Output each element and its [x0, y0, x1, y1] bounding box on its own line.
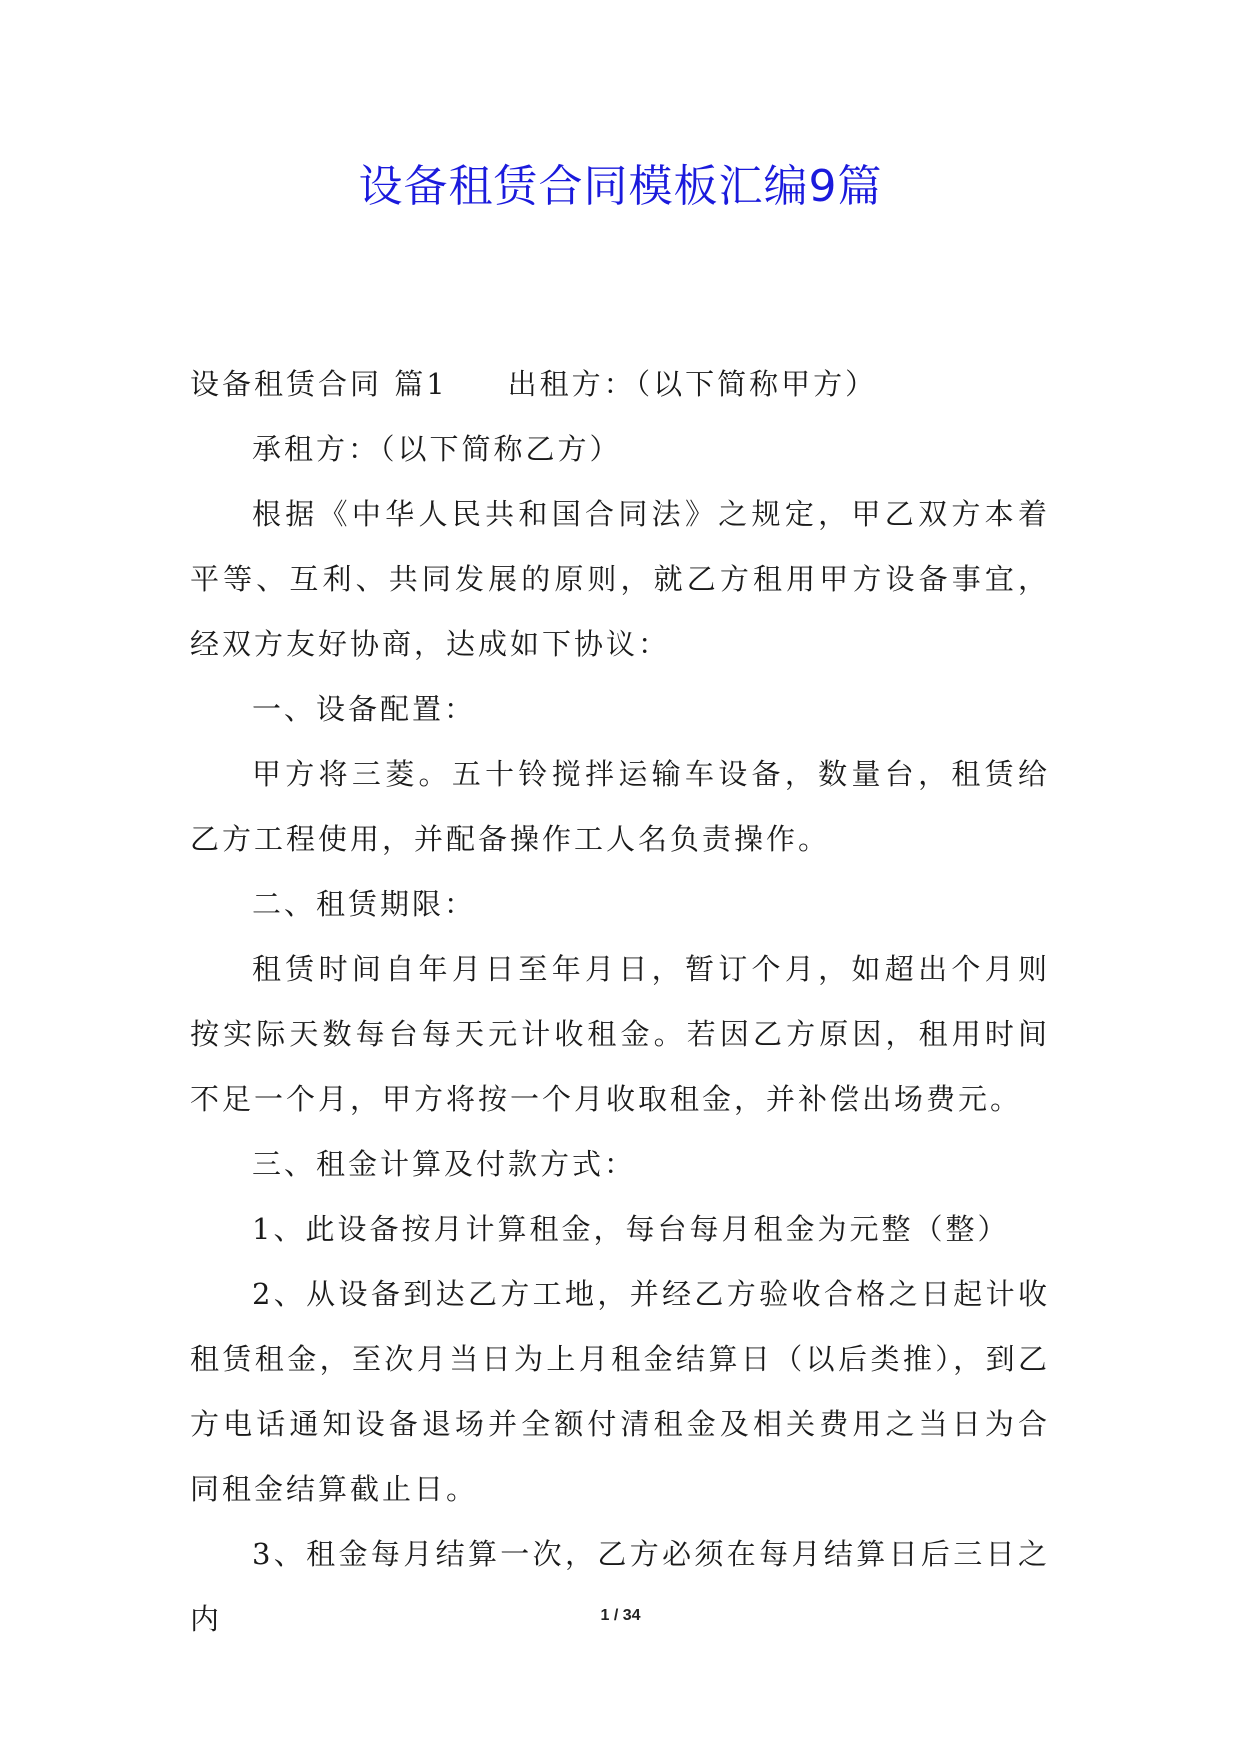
paragraph: 二、租赁期限： — [252, 887, 477, 921]
section-heading: 设备租赁合同 篇1 — [190, 367, 448, 401]
first-line — [190, 352, 1050, 417]
lessor-label: 出租方：（以下简称甲方） — [507, 367, 878, 401]
spacer — [448, 352, 508, 417]
paragraph: 1、此设备按月计算租金，每台每月租金为元整（整） — [252, 1212, 1010, 1246]
paragraph: 一、设备配置： — [252, 692, 477, 726]
document-body — [190, 352, 1050, 1652]
paragraph: 租赁时间自年月日至年月日，暂订个月，如超出个月则按实际天数每台每天元计收租金。若因乙方原因，租用时间不足一个月，甲方将按一个月收取租金，并补偿出场费元。 — [190, 952, 1050, 1116]
paragraph: 2、从设备到达乙方工地，并经乙方验收合格之日起计收租赁租金，至次月当日为上月租金结算日（以后类推），到乙方电话通知设备退场并全额付清租金及相关费用之当日为合同租金结算截止日。 — [190, 1277, 1050, 1506]
document-title: 设备租赁合同模板汇编9篇 — [358, 161, 883, 212]
page-number: 1 / 34 — [600, 1607, 641, 1624]
paragraph: 根据《中华人民共和国合同法》之规定，甲乙双方本着平等、互利、共同发展的原则，就乙方租用甲方设备事宜，经双方友好协商，达成如下协议： — [190, 497, 1050, 661]
paragraph: 3、租金每月结算一次，乙方必须在每月结算日后三日之内 — [190, 1537, 1050, 1636]
paragraph: 承租方：（以下简称乙方） — [252, 432, 622, 466]
paragraph: 甲方将三菱。五十铃搅拌运输车设备，数量台，租赁给乙方工程使用，并配备操作工人名负责操作。 — [190, 757, 1050, 856]
paragraph: 三、租金计算及付款方式： — [252, 1147, 637, 1181]
